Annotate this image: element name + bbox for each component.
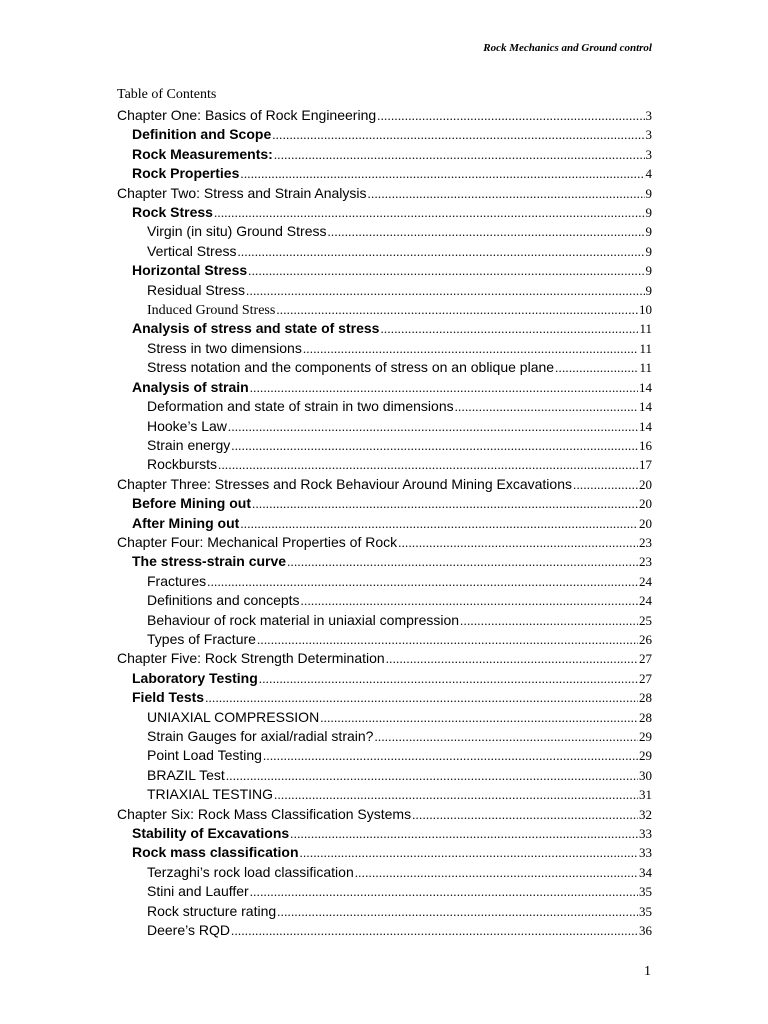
toc-entry[interactable]	[117, 494, 652, 513]
toc-dot-leader	[240, 514, 638, 533]
toc-entry-title: Rock Properties	[132, 165, 240, 182]
toc-entry-title: BRAZIL Test	[147, 766, 225, 783]
toc-dot-leader	[231, 921, 638, 940]
toc-entry-page: 33	[639, 826, 652, 842]
toc-entry-page: 23	[639, 554, 652, 570]
toc-entry-page: 9	[645, 282, 652, 298]
toc-entry-page: 28	[639, 690, 652, 706]
toc-entry-title: Behaviour of rock material in uniaxial compression	[147, 611, 460, 628]
toc-entry-title: Definitions and concepts	[147, 592, 300, 609]
toc-entry-page: 20	[639, 496, 652, 512]
toc-entry-title: Strain Gauges for axial/radial strain?	[147, 728, 374, 744]
running-header: Rock Mechanics and Ground control	[483, 42, 652, 54]
toc-entry[interactable]	[117, 397, 652, 416]
toc-entry-title: After Mining out	[132, 514, 240, 531]
toc-entry[interactable]	[117, 882, 652, 901]
toc-entry[interactable]	[117, 766, 652, 785]
toc-entry-title: Chapter One: Basics of Rock Engineering	[117, 107, 377, 123]
toc-entry-title: Point Load Testing	[147, 747, 262, 764]
toc-entry-title: Rock structure rating	[147, 902, 277, 919]
toc-dot-leader	[246, 281, 644, 300]
toc-entry-title: Analysis of stress and state of stress	[132, 320, 380, 337]
toc-entry-title: Stability of Excavations	[132, 825, 290, 842]
toc-entry-page: 11	[639, 340, 652, 356]
toc-dot-leader	[412, 805, 638, 824]
toc-entry-title: Types of Fracture	[147, 630, 256, 647]
toc-entry[interactable]	[117, 417, 652, 436]
toc-dot-leader	[460, 611, 638, 630]
toc-entry[interactable]	[117, 572, 652, 591]
toc-entry-page: 9	[645, 243, 652, 259]
toc-entry-title: UNIAXIAL COMPRESSION	[147, 708, 320, 725]
toc-entry[interactable]	[117, 184, 652, 203]
toc-entry[interactable]	[117, 552, 652, 571]
toc-entry-title: Vertical Stress	[147, 242, 237, 259]
toc-entry[interactable]	[117, 339, 652, 358]
toc-dot-leader	[386, 649, 638, 668]
toc-entry[interactable]	[117, 591, 652, 610]
toc-entry-title: Horizontal Stress	[132, 262, 248, 279]
toc-entry-page: 4	[645, 166, 652, 182]
toc-entry-page: 36	[639, 923, 652, 939]
toc-entry-page: 26	[639, 631, 652, 647]
toc-dot-leader	[237, 242, 644, 261]
toc-entry[interactable]	[117, 125, 652, 144]
toc-entry-title: Induced Ground Stress	[147, 303, 276, 319]
toc-entry[interactable]	[117, 242, 652, 261]
toc-entry-title: Fractures	[147, 572, 207, 589]
toc-entry[interactable]	[117, 746, 652, 765]
toc-dot-leader	[303, 339, 639, 358]
toc-dot-leader	[207, 572, 638, 591]
toc-entry-page: 17	[639, 457, 652, 473]
toc-entry-title: Field Tests	[132, 689, 205, 706]
toc-entry-page: 28	[639, 709, 652, 725]
page-number: 1	[644, 964, 651, 979]
toc-entry-page: 32	[639, 806, 652, 822]
table-of-contents	[117, 106, 652, 940]
toc-entry-page: 35	[639, 884, 652, 900]
toc-dot-leader	[327, 222, 644, 241]
toc-entry-title: Strain energy	[147, 436, 231, 453]
toc-dot-leader	[301, 591, 638, 610]
toc-dot-leader	[368, 184, 645, 203]
toc-entry-page: 35	[639, 903, 652, 919]
toc-dot-leader	[205, 688, 638, 707]
toc-dot-leader	[573, 475, 638, 494]
toc-entry-page: 9	[645, 185, 652, 201]
toc-entry-page: 3	[645, 108, 652, 123]
toc-dot-leader	[290, 824, 638, 843]
toc-dot-leader	[287, 552, 638, 571]
toc-entry[interactable]	[117, 708, 652, 727]
toc-dot-leader	[250, 378, 638, 397]
toc-entry-title: Chapter Three: Stresses and Rock Behaviour Around Mining Excavations	[117, 475, 572, 492]
toc-entry-title: Stress notation and the components of stress on an oblique plane	[147, 359, 555, 376]
toc-entry[interactable]	[117, 378, 652, 397]
toc-dot-leader	[355, 863, 638, 882]
toc-entry-title: Rock Stress	[132, 204, 213, 221]
toc-entry-title: Rock mass classification	[132, 844, 299, 861]
toc-entry[interactable]	[117, 358, 652, 377]
toc-dot-leader	[374, 727, 638, 746]
toc-entry[interactable]	[117, 921, 652, 940]
toc-entry-page: 20	[639, 515, 652, 531]
toc-entry-title: Stress in two dimensions	[147, 339, 302, 356]
toc-entry-page: 33	[639, 845, 652, 861]
toc-dot-leader	[228, 417, 638, 436]
toc-entry-page: 27	[639, 670, 652, 686]
toc-entry[interactable]	[117, 319, 652, 338]
toc-dot-leader	[398, 533, 638, 552]
toc-entry-title: Before Mining out	[132, 495, 251, 512]
toc-entry-title: TRIAXIAL TESTING	[147, 786, 274, 803]
toc-entry[interactable]	[117, 261, 652, 280]
toc-entry-page: 24	[639, 593, 652, 609]
toc-dot-leader	[274, 785, 638, 804]
toc-dot-leader	[250, 882, 638, 901]
toc-entry-page: 9	[645, 224, 652, 240]
toc-entry-page: 24	[639, 573, 652, 589]
toc-dot-leader	[272, 125, 644, 144]
toc-entry-page: 11	[639, 360, 652, 376]
toc-dot-leader	[276, 300, 638, 319]
toc-entry-page: 29	[639, 729, 652, 744]
toc-entry-page: 20	[639, 476, 652, 492]
toc-entry[interactable]	[117, 203, 652, 222]
toc-dot-leader	[248, 261, 644, 280]
toc-dot-leader	[226, 766, 638, 785]
toc-entry[interactable]	[117, 630, 652, 649]
toc-entry-page: 29	[639, 748, 652, 764]
toc-entry-title: Stini and Lauffer	[147, 883, 249, 900]
toc-entry-title: Rockbursts	[147, 456, 218, 473]
toc-entry-page: 11	[639, 321, 652, 337]
toc-entry-page: 30	[639, 767, 652, 783]
toc-entry-title: Chapter Six: Rock Mass Classification Systems	[117, 805, 412, 822]
toc-entry[interactable]	[117, 300, 652, 319]
toc-dot-leader	[555, 358, 638, 377]
toc-entry-title: Definition and Scope	[132, 126, 272, 143]
toc-dot-leader	[214, 203, 645, 222]
toc-entry[interactable]	[117, 164, 652, 183]
toc-entry-title: Deere’s RQD	[147, 922, 230, 939]
toc-entry-page: 3	[645, 127, 652, 143]
toc-dot-leader	[240, 164, 644, 183]
toc-dot-leader	[300, 843, 638, 862]
toc-dot-leader	[277, 902, 638, 921]
toc-entry[interactable]	[117, 824, 652, 843]
toc-entry[interactable]	[117, 727, 652, 746]
toc-dot-leader	[231, 436, 638, 455]
toc-entry-title: Deformation and state of strain in two dimensions	[147, 398, 454, 415]
toc-dot-leader	[252, 494, 638, 513]
toc-entry-page: 23	[639, 534, 652, 550]
toc-entry-page: 31	[639, 787, 652, 803]
toc-dot-leader	[274, 145, 645, 164]
toc-entry-page: 25	[639, 612, 652, 628]
toc-entry-page: 34	[639, 864, 652, 880]
toc-entry[interactable]	[117, 611, 652, 630]
toc-heading: Table of Contents	[117, 87, 217, 102]
toc-entry-title: Terzaghi’s rock load classification	[147, 863, 354, 880]
toc-entry[interactable]	[117, 222, 652, 241]
toc-entry-page: 16	[639, 437, 652, 453]
toc-entry[interactable]	[117, 863, 652, 882]
toc-entry-title: Chapter Two: Stress and Strain Analysis	[117, 184, 367, 201]
toc-entry[interactable]	[117, 843, 652, 862]
toc-dot-leader	[259, 669, 638, 688]
toc-entry-page: 10	[639, 302, 652, 318]
toc-entry-title: Residual Stress	[147, 281, 246, 298]
toc-entry[interactable]	[117, 533, 652, 552]
toc-entry-title: Virgin (in situ) Ground Stress	[147, 223, 327, 240]
toc-entry-page: 14	[639, 418, 652, 434]
toc-entry-title: Chapter Five: Rock Strength Determination	[117, 650, 385, 667]
toc-entry[interactable]	[117, 649, 652, 668]
toc-entry-page: 3	[645, 146, 652, 162]
toc-entry-title: The stress-strain curve	[132, 553, 287, 570]
toc-entry-title: Rock Measurements:	[132, 145, 273, 162]
toc-entry-title: Laboratory Testing	[132, 669, 258, 686]
toc-dot-leader	[377, 106, 644, 125]
toc-entry[interactable]	[117, 475, 652, 494]
toc-entry[interactable]	[117, 902, 652, 921]
toc-entry[interactable]	[117, 669, 652, 688]
toc-entry[interactable]	[117, 688, 652, 707]
toc-entry[interactable]	[117, 514, 652, 533]
toc-entry[interactable]	[117, 106, 652, 125]
toc-entry[interactable]	[117, 455, 652, 474]
toc-entry-page: 14	[639, 399, 652, 415]
toc-entry-page: 27	[639, 651, 652, 667]
toc-entry-page: 9	[645, 205, 652, 221]
toc-entry[interactable]	[117, 805, 652, 824]
toc-entry[interactable]	[117, 785, 652, 804]
toc-entry-title: Chapter Four: Mechanical Properties of Rock	[117, 533, 398, 550]
toc-entry[interactable]	[117, 281, 652, 300]
toc-dot-leader	[380, 319, 638, 338]
toc-entry-page: 14	[639, 379, 652, 395]
toc-dot-leader	[257, 630, 638, 649]
toc-dot-leader	[455, 397, 638, 416]
toc-entry-title: Analysis of strain	[132, 378, 249, 395]
toc-entry[interactable]	[117, 436, 652, 455]
toc-entry-title: Hooke’s Law	[147, 417, 227, 434]
toc-dot-leader	[263, 746, 638, 765]
toc-dot-leader	[218, 455, 638, 474]
toc-entry[interactable]	[117, 145, 652, 164]
toc-entry-page: 9	[645, 263, 652, 279]
toc-dot-leader	[320, 708, 638, 727]
